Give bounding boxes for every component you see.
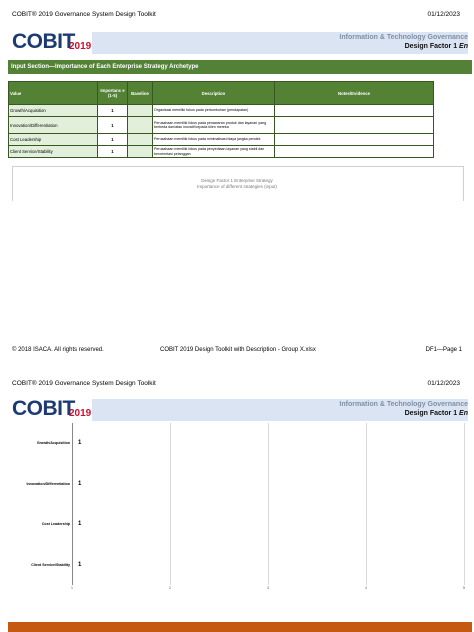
footer-page: DF1—Page 1 xyxy=(425,347,462,353)
description-cell: Organisasi memiliki fokus pada pertumbuhan (pendapatan) xyxy=(153,105,275,117)
chart-category-label: Cost Leadership xyxy=(41,522,70,527)
table-header-row xyxy=(9,82,434,105)
col-header-description: Description xyxy=(153,82,275,105)
table-row xyxy=(9,134,434,146)
page2-title-band xyxy=(12,399,468,421)
chart-category-label: Innovation/Differentiation xyxy=(26,481,70,486)
logo-text: COBIT xyxy=(12,397,75,420)
col-header-notes: Notes/Evidence xyxy=(275,82,434,105)
importance-cell[interactable]: 1 xyxy=(98,146,128,158)
chart-gridline xyxy=(464,423,465,585)
chart-value-label: 1 xyxy=(78,480,82,487)
chart-x-tick-label: 3 xyxy=(267,586,269,590)
baseline-cell xyxy=(128,105,153,117)
row-value: Growth/Acquisition xyxy=(9,105,98,117)
baseline-cell xyxy=(128,117,153,134)
strategy-importance-chart xyxy=(71,423,465,590)
description-cell: Perusahaan memiliki fokus pada penyediaan layanan yang stabil dan berorientasi pelanggan xyxy=(153,146,275,158)
col-header-value: Value xyxy=(9,82,98,105)
banner-line2: Design Factor 1 En xyxy=(404,43,468,50)
baseline-cell xyxy=(128,146,153,158)
notes-cell[interactable] xyxy=(275,146,434,158)
input-table xyxy=(8,81,434,158)
banner-line1: Information & Technology Governance xyxy=(339,401,468,408)
next-section-bar xyxy=(8,622,472,632)
chart-category-label: Growth/Acquisition xyxy=(36,441,70,446)
row-value: Client Service/Stability xyxy=(9,146,98,158)
input-section-title: Input Section—Importance of Each Enterprise Strategy Archetype xyxy=(8,60,472,74)
col-header-baseline: Baseline xyxy=(128,82,153,105)
logo-text: COBIT xyxy=(12,30,75,53)
chart-gridline xyxy=(268,423,269,585)
title-banner xyxy=(92,32,468,54)
chart-y-axis xyxy=(72,423,73,585)
chart-value-label: 1 xyxy=(78,521,82,528)
cobit-logo xyxy=(12,399,90,421)
chart-value-label: 1 xyxy=(78,561,82,568)
table-row xyxy=(9,146,434,158)
notes-cell[interactable] xyxy=(275,117,434,134)
footer-copyright: © 2018 ISACA. All rights reserved. xyxy=(12,347,104,353)
page1-header-title: COBIT® 2019 Governance System Design Toolkit xyxy=(12,11,156,18)
row-value: Cost Leadership xyxy=(9,134,98,146)
importance-cell[interactable]: 1 xyxy=(98,117,128,134)
importance-cell[interactable]: 1 xyxy=(98,105,128,117)
logo-year: 2019 xyxy=(69,408,92,419)
chart-category-label: Client Service/Stability xyxy=(31,562,70,567)
page2-header-date: 01/12/2023 xyxy=(427,380,460,387)
logo-year: 2019 xyxy=(69,41,92,52)
importance-cell[interactable]: 1 xyxy=(98,134,128,146)
table-row xyxy=(9,105,434,117)
cobit-logo xyxy=(12,32,90,54)
footer-filename: COBIT 2019 Design Toolkit with Description - Group X.xlsx xyxy=(160,347,316,353)
page1-header-date: 01/12/2023 xyxy=(427,11,460,18)
chart-x-tick-label: 5 xyxy=(463,586,465,590)
chart-value-label: 1 xyxy=(78,440,82,447)
page1-chart-subtitle: Importance of different strategies (input) xyxy=(197,184,277,189)
chart-gridline xyxy=(366,423,367,585)
chart-gridline xyxy=(170,423,171,585)
page1-title-band xyxy=(12,32,468,54)
chart-x-tick-label: 2 xyxy=(169,586,171,590)
page2-header-title: COBIT® 2019 Governance System Design Toolkit xyxy=(12,380,156,387)
baseline-cell xyxy=(128,134,153,146)
description-cell: Perusahaan memiliki fokus pada minimalisasi biaya jangka pendek xyxy=(153,134,275,146)
page1-chart-title: Design Factor 1 Enterprise Strategy xyxy=(201,178,273,183)
notes-cell[interactable] xyxy=(275,105,434,117)
col-header-importance: Importanc e (1-5) xyxy=(98,82,128,105)
banner-line2: Design Factor 1 En xyxy=(404,410,468,417)
description-cell: Perusahaan memiliki fokus pada penawaran produk dan layanan yang berbeda dan/atau inovatif kepada klien mereka xyxy=(153,117,275,134)
chart-x-tick-label: 1 xyxy=(71,586,73,590)
chart-x-tick-label: 4 xyxy=(365,586,367,590)
banner-line1: Information & Technology Governance xyxy=(339,34,468,41)
row-value: Innovation/Differentiation xyxy=(9,117,98,134)
title-banner xyxy=(92,399,468,421)
table-row xyxy=(9,117,434,134)
notes-cell[interactable] xyxy=(275,134,434,146)
